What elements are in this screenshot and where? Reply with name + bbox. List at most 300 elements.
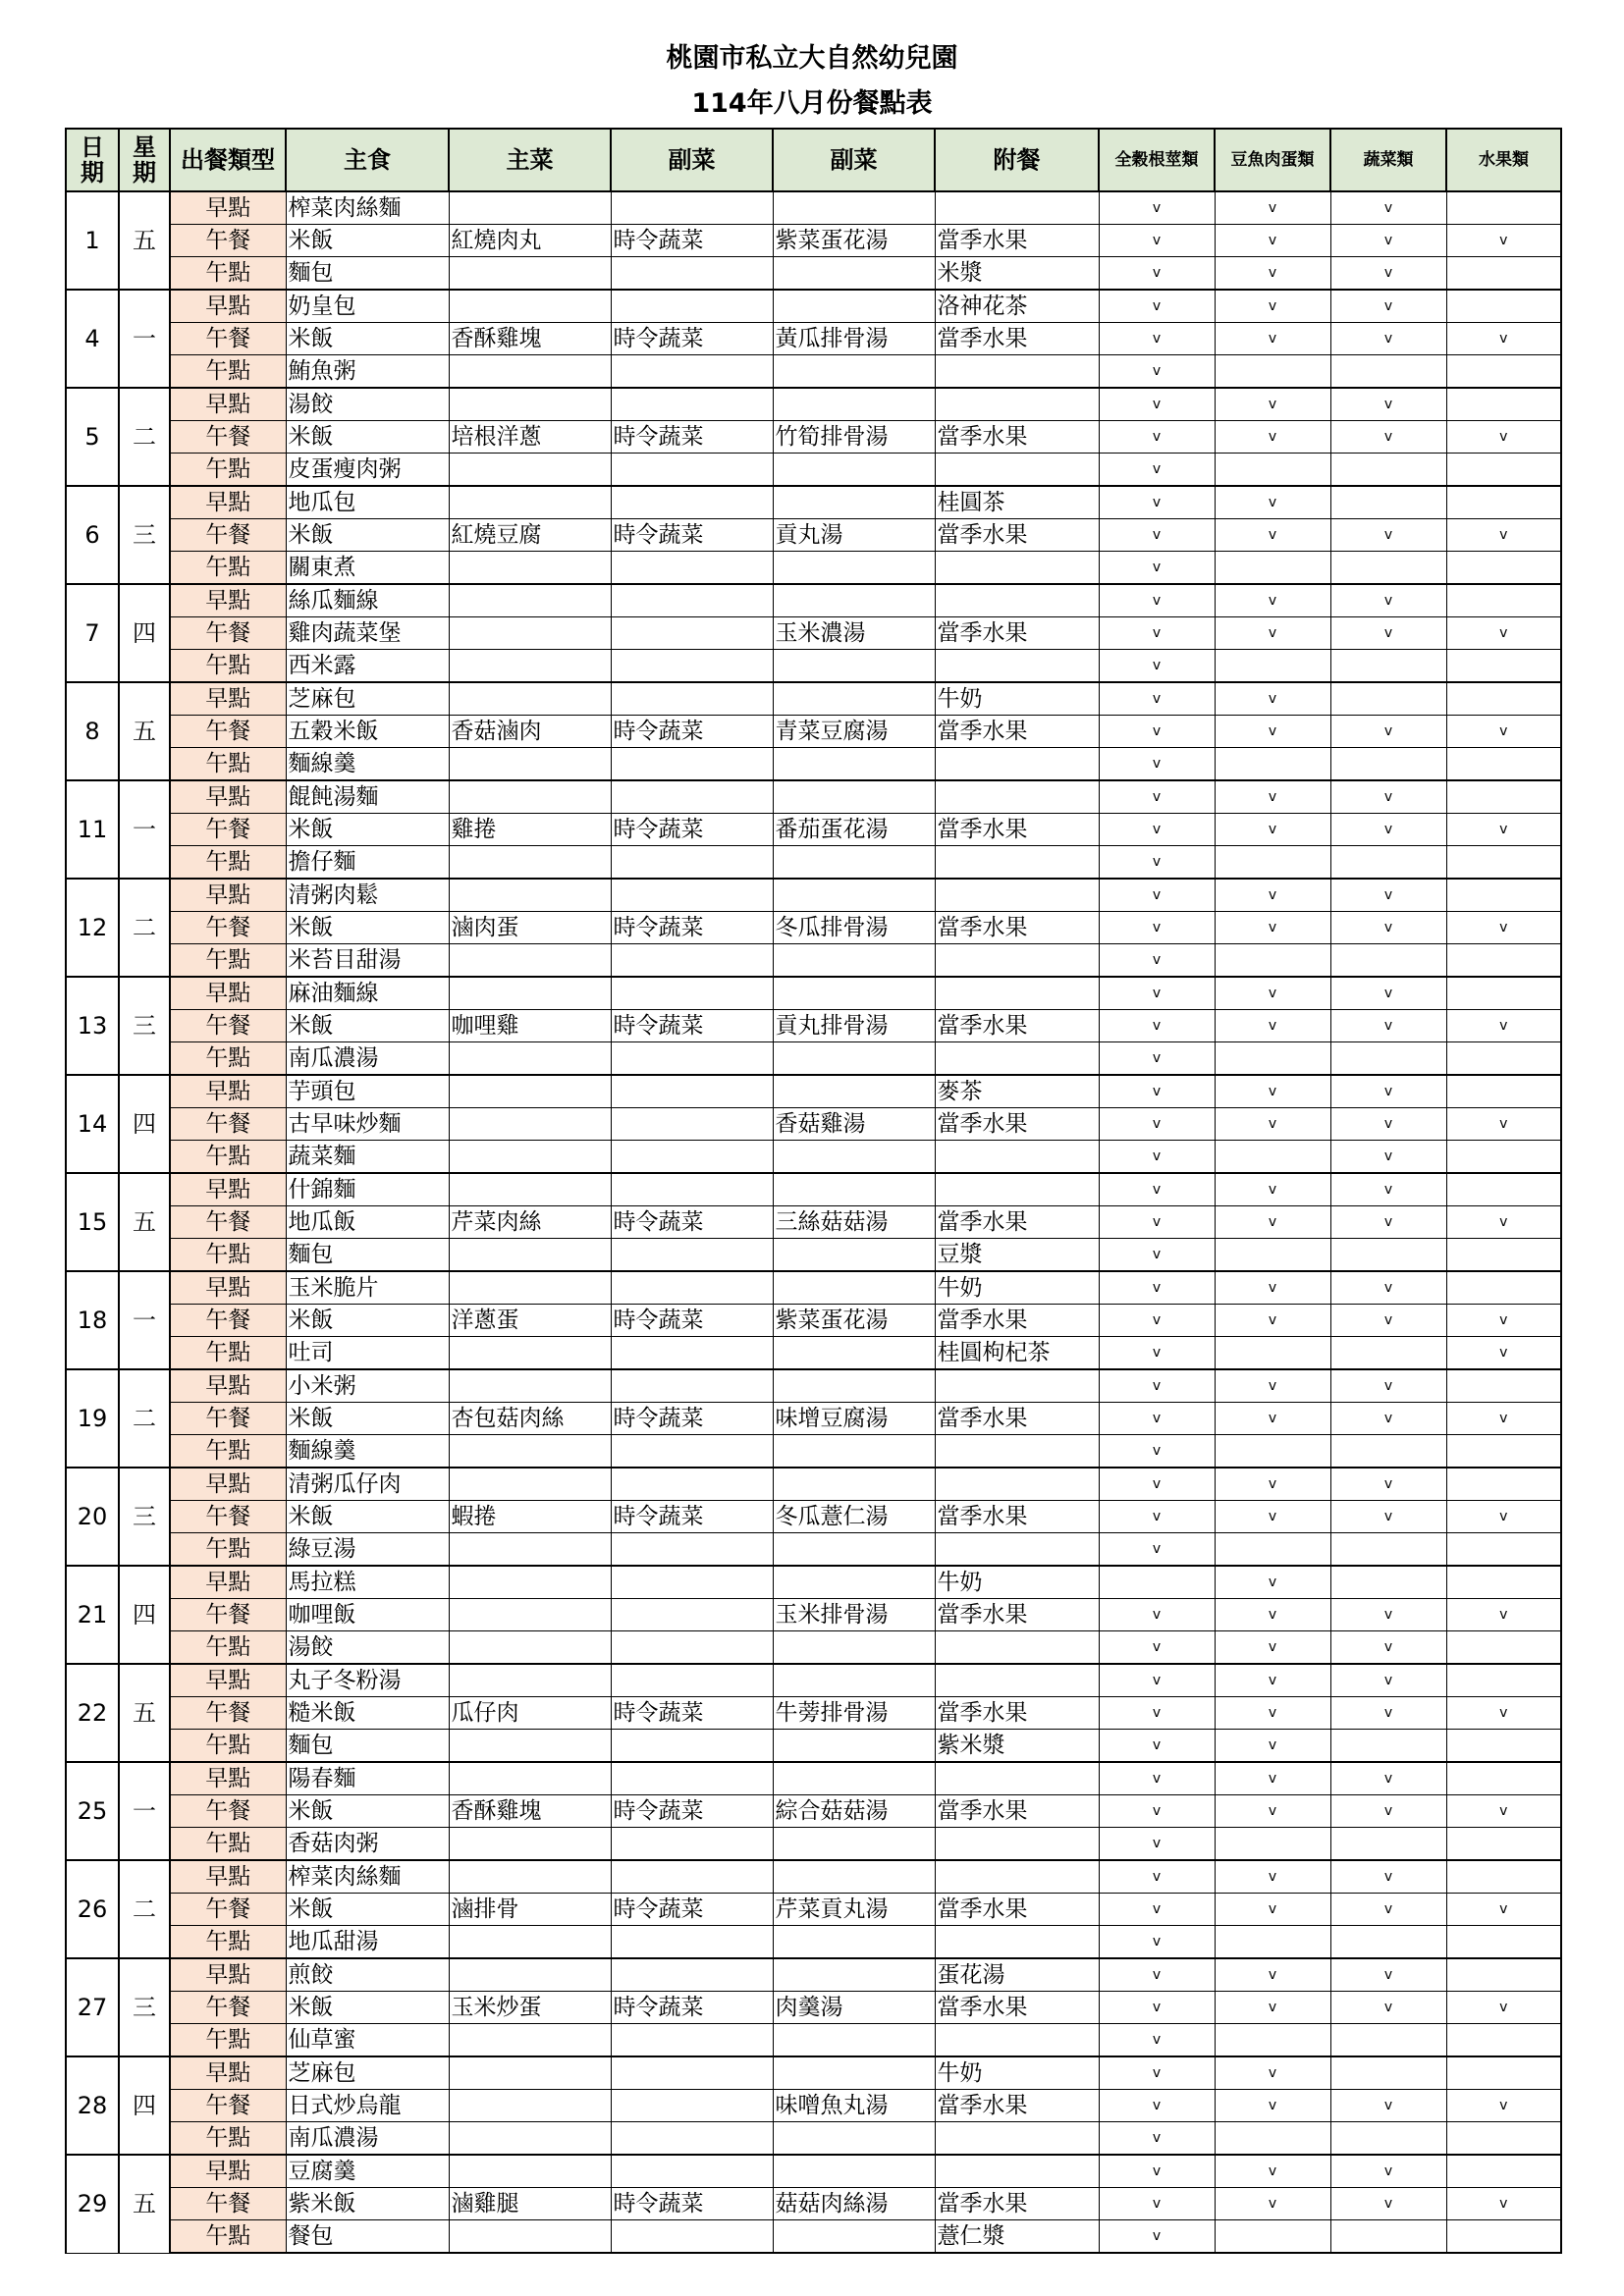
side-dish-2-cell: 菇菇肉絲湯: [773, 2188, 935, 2220]
side-dish-1-cell: 時令蔬菜: [611, 1010, 773, 1042]
veg-check: v: [1330, 1795, 1446, 1828]
table-row: [66, 552, 1561, 585]
table-row: [66, 1010, 1561, 1042]
table-header: [66, 129, 1561, 191]
protein-check: v: [1215, 814, 1330, 846]
side-dish-1-cell: [611, 1631, 773, 1665]
side-dish-2-cell: 貢丸排骨湯: [773, 1010, 935, 1042]
protein-check: [1215, 1533, 1330, 1567]
meal-type-cell: 早點: [170, 584, 286, 617]
weekday-cell: 一: [119, 1271, 170, 1369]
grains-check: v: [1099, 1894, 1215, 1926]
side-dish-2-cell: 黃瓜排骨湯: [773, 323, 935, 355]
side-dish-1-cell: [611, 617, 773, 650]
weekday-cell: 四: [119, 584, 170, 682]
veg-check: v: [1330, 879, 1446, 912]
table-row: [66, 388, 1561, 421]
side-dish-1-cell: [611, 2024, 773, 2057]
fruit-check: v: [1446, 1795, 1561, 1828]
staple-cell: 米飯: [286, 1795, 449, 1828]
main-dish-cell: [449, 617, 611, 650]
staple-cell: 麵包: [286, 1730, 449, 1763]
meal-type-cell: 早點: [170, 2155, 286, 2188]
side-dish-1-cell: [611, 1828, 773, 1861]
table-row: [66, 1631, 1561, 1665]
main-dish-cell: [449, 1599, 611, 1631]
meal-type-cell: 早點: [170, 1369, 286, 1403]
meal-type-cell: 早點: [170, 2056, 286, 2090]
protein-check: [1215, 454, 1330, 487]
main-dish-cell: 芹菜肉絲: [449, 1206, 611, 1239]
veg-check: [1330, 2056, 1446, 2090]
extra-cell: 麥茶: [935, 1075, 1099, 1108]
fruit-check: v: [1446, 814, 1561, 846]
staple-cell: 南瓜濃湯: [286, 2122, 449, 2156]
table-row: [66, 912, 1561, 944]
side-dish-2-cell: [773, 1173, 935, 1206]
col-header-meal-type: 出餐類型: [170, 129, 286, 191]
side-dish-2-cell: [773, 2122, 935, 2156]
veg-check: v: [1330, 1010, 1446, 1042]
main-dish-cell: [449, 879, 611, 912]
side-dish-1-cell: [611, 1566, 773, 1599]
side-dish-1-cell: [611, 1173, 773, 1206]
meal-type-cell: 午點: [170, 1926, 286, 1959]
meal-type-cell: 午餐: [170, 1894, 286, 1926]
protein-check: v: [1215, 1762, 1330, 1795]
main-dish-cell: [449, 454, 611, 487]
veg-check: v: [1330, 1958, 1446, 1992]
grains-check: v: [1099, 1926, 1215, 1959]
extra-cell: [935, 552, 1099, 585]
veg-check: [1330, 454, 1446, 487]
side-dish-2-cell: [773, 2220, 935, 2254]
col-header-side-dish-2: 副菜: [773, 129, 935, 191]
extra-cell: 當季水果: [935, 1795, 1099, 1828]
extra-cell: [935, 1926, 1099, 1959]
protein-check: v: [1215, 1631, 1330, 1665]
staple-cell: 地瓜包: [286, 486, 449, 519]
extra-cell: [935, 584, 1099, 617]
side-dish-2-cell: [773, 355, 935, 389]
staple-cell: 鮪魚粥: [286, 355, 449, 389]
main-dish-cell: 滷肉蛋: [449, 912, 611, 944]
veg-check: [1330, 1926, 1446, 1959]
veg-check: [1330, 2220, 1446, 2254]
table-row: [66, 421, 1561, 454]
staple-cell: 吐司: [286, 1337, 449, 1370]
veg-check: v: [1330, 1631, 1446, 1665]
meal-type-cell: 午餐: [170, 1599, 286, 1631]
meal-type-cell: 午點: [170, 2220, 286, 2254]
extra-cell: [935, 1042, 1099, 1076]
staple-cell: 絲瓜麵線: [286, 584, 449, 617]
side-dish-1-cell: [611, 650, 773, 683]
main-dish-cell: [449, 1860, 611, 1894]
veg-check: [1330, 748, 1446, 781]
table-row: [66, 1075, 1561, 1108]
side-dish-1-cell: [611, 2056, 773, 2090]
staple-cell: 米飯: [286, 1305, 449, 1337]
side-dish-2-cell: [773, 1566, 935, 1599]
veg-check: [1330, 944, 1446, 978]
extra-cell: 當季水果: [935, 421, 1099, 454]
meal-type-cell: 午餐: [170, 323, 286, 355]
col-header-vegetables: 蔬菜類: [1330, 129, 1446, 191]
table-row: [66, 486, 1561, 519]
table-row: [66, 519, 1561, 552]
veg-check: v: [1330, 388, 1446, 421]
grains-check: v: [1099, 1860, 1215, 1894]
table-row: [66, 290, 1561, 323]
side-dish-1-cell: [611, 977, 773, 1010]
main-dish-cell: [449, 1730, 611, 1763]
table-row: [66, 2155, 1561, 2188]
staple-cell: 湯餃: [286, 1631, 449, 1665]
meal-type-cell: 午餐: [170, 421, 286, 454]
staple-cell: 小米粥: [286, 1369, 449, 1403]
side-dish-1-cell: 時令蔬菜: [611, 814, 773, 846]
protein-check: v: [1215, 2188, 1330, 2220]
grains-check: v: [1099, 1435, 1215, 1468]
grains-check: v: [1099, 1664, 1215, 1697]
col-header-fruit: 水果類: [1446, 129, 1561, 191]
table-row: [66, 1697, 1561, 1730]
grains-check: v: [1099, 682, 1215, 716]
fruit-check: [1446, 1730, 1561, 1763]
main-dish-cell: [449, 1828, 611, 1861]
protein-check: [1215, 846, 1330, 880]
grains-check: v: [1099, 912, 1215, 944]
main-dish-cell: 香酥雞塊: [449, 1795, 611, 1828]
main-dish-cell: [449, 1141, 611, 1174]
veg-check: v: [1330, 1664, 1446, 1697]
weekday-cell: 四: [119, 1075, 170, 1173]
table-row: [66, 1533, 1561, 1567]
protein-check: v: [1215, 257, 1330, 291]
grains-check: v: [1099, 1631, 1215, 1665]
grains-check: v: [1099, 879, 1215, 912]
staple-cell: 米飯: [286, 814, 449, 846]
side-dish-2-cell: [773, 1435, 935, 1468]
side-dish-1-cell: [611, 1435, 773, 1468]
staple-cell: 米苔目甜湯: [286, 944, 449, 978]
veg-check: v: [1330, 1108, 1446, 1141]
extra-cell: [935, 748, 1099, 781]
grains-check: v: [1099, 421, 1215, 454]
day-cell: 26: [66, 1860, 119, 1958]
side-dish-1-cell: [611, 355, 773, 389]
main-dish-cell: [449, 1926, 611, 1959]
side-dish-1-cell: 時令蔬菜: [611, 1894, 773, 1926]
meal-type-cell: 午餐: [170, 519, 286, 552]
meal-type-cell: 早點: [170, 388, 286, 421]
staple-cell: 芋頭包: [286, 1075, 449, 1108]
side-dish-2-cell: [773, 1631, 935, 1665]
protein-check: [1215, 944, 1330, 978]
extra-cell: 當季水果: [935, 2090, 1099, 2122]
main-dish-cell: [449, 977, 611, 1010]
table-row: [66, 846, 1561, 880]
meal-type-cell: 午點: [170, 846, 286, 880]
table-row: [66, 1468, 1561, 1501]
side-dish-1-cell: 時令蔬菜: [611, 1795, 773, 1828]
main-dish-cell: [449, 748, 611, 781]
table-row: [66, 1305, 1561, 1337]
fruit-check: v: [1446, 519, 1561, 552]
staple-cell: 仙草蜜: [286, 2024, 449, 2057]
side-dish-1-cell: [611, 388, 773, 421]
col-header-staple: 主食: [286, 129, 449, 191]
menu-table: [65, 128, 1562, 2254]
extra-cell: 當季水果: [935, 617, 1099, 650]
side-dish-2-cell: [773, 290, 935, 323]
veg-check: v: [1330, 1599, 1446, 1631]
staple-cell: 湯餃: [286, 388, 449, 421]
veg-check: [1330, 1566, 1446, 1599]
fruit-check: v: [1446, 2090, 1561, 2122]
protein-check: v: [1215, 780, 1330, 814]
main-dish-cell: [449, 846, 611, 880]
side-dish-2-cell: [773, 1533, 935, 1567]
staple-cell: 什錦麵: [286, 1173, 449, 1206]
protein-check: [1215, 1239, 1330, 1272]
side-dish-1-cell: [611, 454, 773, 487]
side-dish-1-cell: [611, 879, 773, 912]
staple-cell: 麵包: [286, 257, 449, 291]
extra-cell: 當季水果: [935, 1697, 1099, 1730]
side-dish-2-cell: [773, 1075, 935, 1108]
table-row: [66, 1337, 1561, 1370]
fruit-check: v: [1446, 1403, 1561, 1435]
side-dish-2-cell: 綜合菇菇湯: [773, 1795, 935, 1828]
side-dish-2-cell: 三絲菇菇湯: [773, 1206, 935, 1239]
side-dish-2-cell: [773, 1828, 935, 1861]
fruit-check: [1446, 257, 1561, 291]
grains-check: v: [1099, 716, 1215, 748]
weekday-cell: 五: [119, 191, 170, 290]
side-dish-2-cell: [773, 1860, 935, 1894]
staple-cell: 香菇肉粥: [286, 1828, 449, 1861]
grains-check: v: [1099, 1992, 1215, 2024]
staple-cell: 麻油麵線: [286, 977, 449, 1010]
col-header-side-dish-1: 副菜: [611, 129, 773, 191]
extra-cell: [935, 2024, 1099, 2057]
main-dish-cell: [449, 1762, 611, 1795]
main-dish-cell: 香菇滷肉: [449, 716, 611, 748]
fruit-check: [1446, 682, 1561, 716]
extra-cell: 當季水果: [935, 1501, 1099, 1533]
fruit-check: [1446, 1860, 1561, 1894]
fruit-check: v: [1446, 1992, 1561, 2024]
protein-check: v: [1215, 912, 1330, 944]
fruit-check: [1446, 1042, 1561, 1076]
extra-cell: [935, 1664, 1099, 1697]
fruit-check: [1446, 1762, 1561, 1795]
meal-type-cell: 午點: [170, 2122, 286, 2156]
side-dish-1-cell: [611, 1369, 773, 1403]
side-dish-1-cell: [611, 486, 773, 519]
day-cell: 29: [66, 2155, 119, 2253]
side-dish-1-cell: 時令蔬菜: [611, 1403, 773, 1435]
day-cell: 15: [66, 1173, 119, 1271]
side-dish-1-cell: [611, 257, 773, 291]
grains-check: v: [1099, 1305, 1215, 1337]
side-dish-1-cell: [611, 2155, 773, 2188]
meal-type-cell: 早點: [170, 1468, 286, 1501]
staple-cell: 糙米飯: [286, 1697, 449, 1730]
fruit-check: [1446, 388, 1561, 421]
veg-check: v: [1330, 1206, 1446, 1239]
side-dish-1-cell: 時令蔬菜: [611, 912, 773, 944]
day-cell: 27: [66, 1958, 119, 2056]
grains-check: v: [1099, 1141, 1215, 1174]
side-dish-2-cell: 番茄蛋花湯: [773, 814, 935, 846]
side-dish-2-cell: [773, 682, 935, 716]
veg-check: [1330, 1337, 1446, 1370]
main-dish-cell: [449, 191, 611, 225]
veg-check: v: [1330, 617, 1446, 650]
grains-check: v: [1099, 2188, 1215, 2220]
side-dish-1-cell: [611, 780, 773, 814]
grains-check: v: [1099, 846, 1215, 880]
protein-check: v: [1215, 1697, 1330, 1730]
staple-cell: 米飯: [286, 519, 449, 552]
fruit-check: [1446, 846, 1561, 880]
veg-check: v: [1330, 2155, 1446, 2188]
grains-check: v: [1099, 1369, 1215, 1403]
table-row: [66, 617, 1561, 650]
veg-check: v: [1330, 912, 1446, 944]
grains-check: v: [1099, 1958, 1215, 1992]
table-row: [66, 1173, 1561, 1206]
grains-check: v: [1099, 977, 1215, 1010]
side-dish-1-cell: [611, 2090, 773, 2122]
fruit-check: v: [1446, 1894, 1561, 1926]
extra-cell: 牛奶: [935, 682, 1099, 716]
side-dish-2-cell: 冬瓜薏仁湯: [773, 1501, 935, 1533]
extra-cell: 當季水果: [935, 1403, 1099, 1435]
side-dish-2-cell: 味增豆腐湯: [773, 1403, 935, 1435]
side-dish-1-cell: 時令蔬菜: [611, 1501, 773, 1533]
table-row: [66, 454, 1561, 487]
grains-check: v: [1099, 1403, 1215, 1435]
meal-type-cell: 早點: [170, 1271, 286, 1305]
meal-type-cell: 早點: [170, 1958, 286, 1992]
day-cell: 5: [66, 388, 119, 486]
staple-cell: 麵線羹: [286, 1435, 449, 1468]
meal-type-cell: 午點: [170, 454, 286, 487]
staple-cell: 雞肉蔬菜堡: [286, 617, 449, 650]
protein-check: [1215, 1435, 1330, 1468]
extra-cell: [935, 2155, 1099, 2188]
extra-cell: [935, 879, 1099, 912]
side-dish-1-cell: [611, 1271, 773, 1305]
col-header-protein: 豆魚肉蛋類: [1215, 129, 1330, 191]
side-dish-2-cell: [773, 1762, 935, 1795]
extra-cell: [935, 191, 1099, 225]
fruit-check: [1446, 290, 1561, 323]
side-dish-1-cell: [611, 846, 773, 880]
veg-check: [1330, 2122, 1446, 2156]
table-row: [66, 716, 1561, 748]
protein-check: v: [1215, 1566, 1330, 1599]
extra-cell: 當季水果: [935, 225, 1099, 257]
weekday-cell: 四: [119, 2056, 170, 2155]
side-dish-2-cell: 牛蒡排骨湯: [773, 1697, 935, 1730]
main-dish-cell: [449, 1108, 611, 1141]
grains-check: v: [1099, 1599, 1215, 1631]
side-dish-1-cell: [611, 1664, 773, 1697]
weekday-cell: 二: [119, 879, 170, 977]
staple-cell: 清粥瓜仔肉: [286, 1468, 449, 1501]
side-dish-2-cell: [773, 1042, 935, 1076]
grains-check: v: [1099, 1468, 1215, 1501]
veg-check: [1330, 486, 1446, 519]
staple-cell: 麵線羹: [286, 748, 449, 781]
meal-type-cell: 早點: [170, 780, 286, 814]
staple-cell: 米飯: [286, 912, 449, 944]
staple-cell: 五穀米飯: [286, 716, 449, 748]
veg-check: v: [1330, 225, 1446, 257]
protein-check: v: [1215, 2090, 1330, 2122]
fruit-check: [1446, 944, 1561, 978]
meal-type-cell: 早點: [170, 486, 286, 519]
side-dish-1-cell: [611, 2220, 773, 2254]
table-row: [66, 2220, 1561, 2254]
veg-check: v: [1330, 1173, 1446, 1206]
meal-type-cell: 早點: [170, 977, 286, 1010]
main-dish-cell: 紅燒豆腐: [449, 519, 611, 552]
meal-type-cell: 午點: [170, 1631, 286, 1665]
side-dish-2-cell: [773, 552, 935, 585]
veg-check: v: [1330, 1501, 1446, 1533]
col-header-main-dish: 主菜: [449, 129, 611, 191]
meal-type-cell: 午餐: [170, 1501, 286, 1533]
extra-cell: [935, 388, 1099, 421]
meal-type-cell: 午點: [170, 1828, 286, 1861]
fruit-check: v: [1446, 225, 1561, 257]
side-dish-2-cell: [773, 1271, 935, 1305]
col-header-day: 日期: [66, 129, 119, 191]
table-row: [66, 1239, 1561, 1272]
fruit-check: [1446, 2122, 1561, 2156]
meal-type-cell: 午餐: [170, 2188, 286, 2220]
main-dish-cell: [449, 2056, 611, 2090]
staple-cell: 芝麻包: [286, 2056, 449, 2090]
side-dish-1-cell: [611, 1075, 773, 1108]
main-dish-cell: 培根洋蔥: [449, 421, 611, 454]
table-row: [66, 1795, 1561, 1828]
side-dish-2-cell: [773, 2056, 935, 2090]
table-row: [66, 1664, 1561, 1697]
side-dish-2-cell: [773, 1468, 935, 1501]
table-row: [66, 1860, 1561, 1894]
protein-check: v: [1215, 716, 1330, 748]
side-dish-1-cell: [611, 1108, 773, 1141]
grains-check: v: [1099, 323, 1215, 355]
main-dish-cell: [449, 1435, 611, 1468]
main-dish-cell: 紅燒肉丸: [449, 225, 611, 257]
veg-check: [1330, 846, 1446, 880]
extra-cell: [935, 1631, 1099, 1665]
extra-cell: [935, 1468, 1099, 1501]
side-dish-1-cell: [611, 1042, 773, 1076]
side-dish-2-cell: [773, 1337, 935, 1370]
fruit-check: [1446, 2056, 1561, 2090]
grains-check: v: [1099, 584, 1215, 617]
side-dish-1-cell: [611, 1860, 773, 1894]
